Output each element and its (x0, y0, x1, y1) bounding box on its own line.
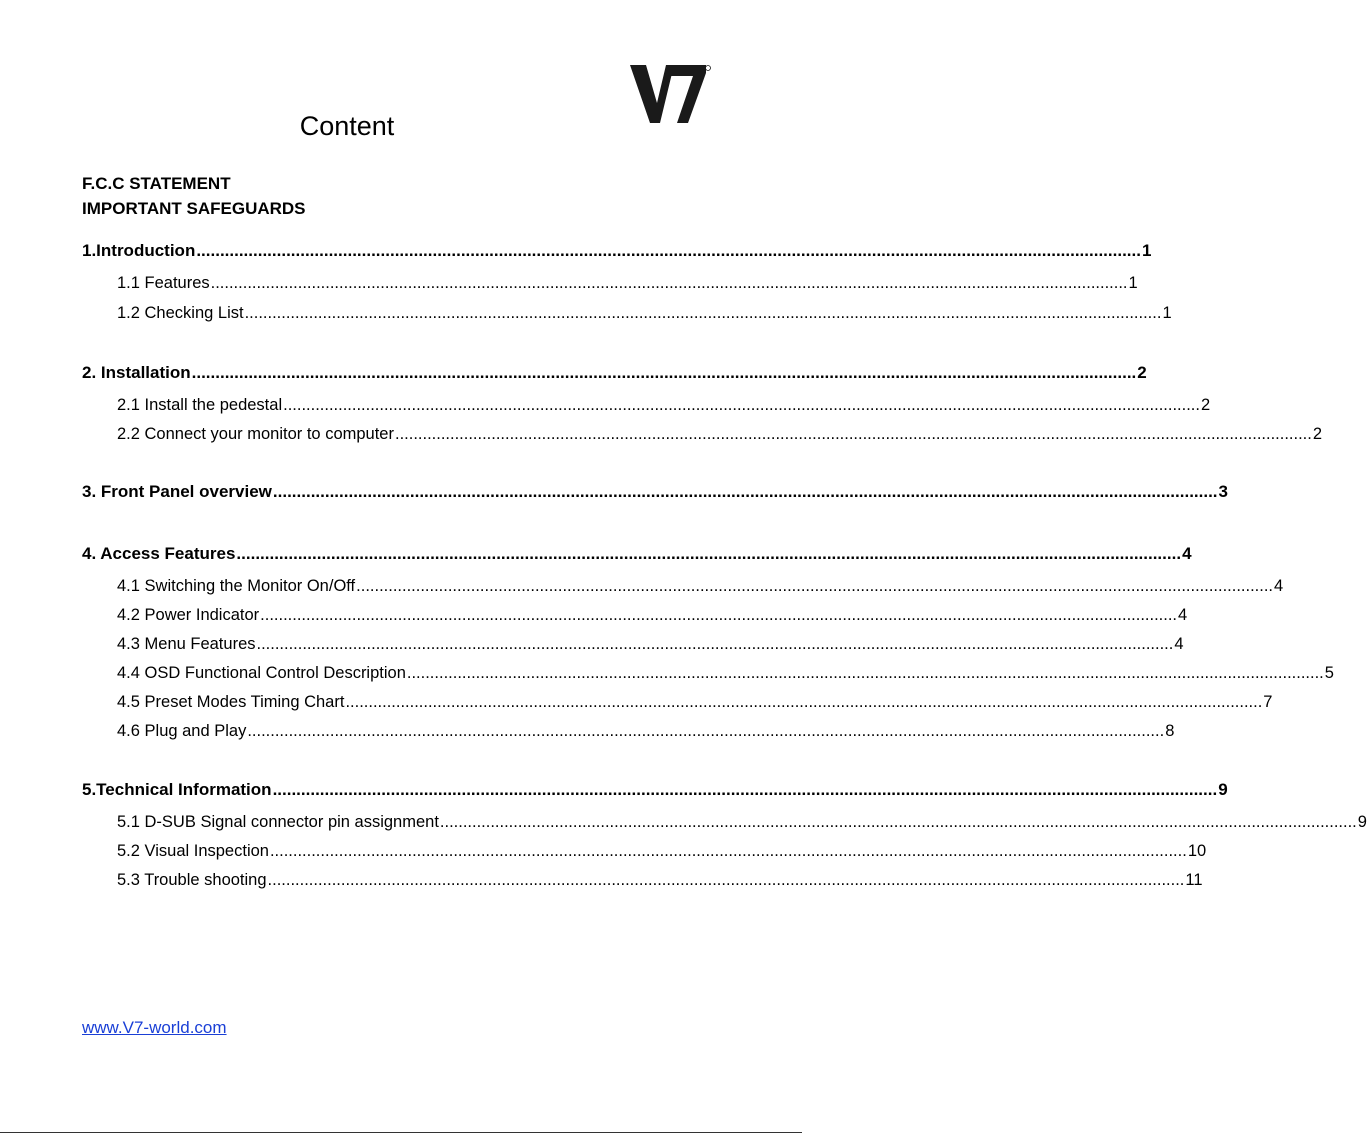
toc-page: 1 (1162, 304, 1172, 322)
toc-page: 2 (1312, 425, 1323, 443)
preface-fcc-statement: F.C.C STATEMENT (82, 174, 231, 193)
toc-label: 2.2 Connect your monitor to computer (117, 425, 394, 443)
toc-page: 4 (1274, 577, 1284, 595)
toc-leader: ........................................................................................................................................................................................................ (196, 241, 1141, 260)
toc-item-visual-inspection[interactable] (117, 841, 1207, 861)
preface-important-safeguards: IMPORTANT SAFEGUARDS (82, 199, 306, 218)
toc-label: 2. Installation (82, 363, 191, 382)
toc-leader: ........................................................................................................................................................................................................ (260, 606, 1178, 624)
toc-page: 9 (1357, 813, 1367, 831)
toc-page: 4 (1178, 606, 1188, 624)
toc-label: 1.2 Checking List (117, 304, 244, 322)
toc-label: 4.2 Power Indicator (117, 606, 260, 624)
toc-section-installation[interactable] (82, 363, 1147, 383)
toc-page: 2 (1137, 363, 1147, 382)
toc-page: 10 (1187, 842, 1207, 860)
toc-page: 4 (1182, 544, 1192, 563)
toc-leader: ........................................................................................................................................................................................................ (236, 544, 1182, 563)
toc-section-technical-information[interactable] (82, 780, 1228, 800)
toc-page: 2 (1200, 396, 1211, 414)
toc-item-osd-control[interactable] (117, 663, 1334, 683)
toc-section-introduction[interactable] (82, 241, 1152, 261)
toc-page: 4 (1174, 635, 1184, 653)
toc-page: 9 (1218, 780, 1228, 799)
toc-leader: ........................................................................................................................................................................................................ (267, 871, 1185, 889)
toc-leader: ........................................................................................................................................................................................................ (272, 482, 1218, 501)
toc-leader: ........................................................................................................................................................................................................ (269, 842, 1187, 860)
toc-label: 5.3 Trouble shooting (117, 871, 267, 889)
toc-section-front-panel[interactable] (82, 482, 1229, 502)
toc-label: 2.1 Install the pedestal (117, 396, 283, 414)
toc-item-dsub-connector[interactable] (117, 812, 1367, 832)
toc-page: 1 (1141, 241, 1152, 260)
toc-item-switching-monitor[interactable] (117, 576, 1284, 596)
toc-label: 1.Introduction (82, 241, 196, 260)
toc-label: 4.5 Preset Modes Timing Chart (117, 693, 345, 711)
toc-leader: ........................................................................................................................................................................................................ (394, 425, 1312, 443)
toc-item-power-indicator[interactable] (117, 605, 1188, 625)
toc-leader: ........................................................................................................................................................................................................ (191, 363, 1137, 382)
toc-label: 3. Front Panel overview (82, 482, 272, 501)
toc-label: 5.1 D-SUB Signal connector pin assignment (117, 813, 439, 831)
website-link[interactable]: www.V7-world.com (82, 1018, 227, 1037)
toc-leader: ........................................................................................................................................................................................................ (247, 722, 1165, 740)
toc-page: 3 (1218, 482, 1229, 501)
toc-leader: ........................................................................................................................................................................................................ (356, 577, 1274, 595)
toc-leader: ........................................................................................................................................................................................................ (272, 780, 1218, 799)
toc-leader: ........................................................................................................................................................................................................ (244, 304, 1162, 322)
toc-page: 1 (1128, 274, 1138, 292)
toc-page: 7 (1263, 693, 1273, 711)
toc-item-trouble-shooting[interactable] (117, 870, 1203, 890)
toc-label: 1.1 Features (117, 274, 210, 292)
toc-label: 5.2 Visual Inspection (117, 842, 269, 860)
toc-leader: ........................................................................................................................................................................................................ (406, 664, 1324, 682)
toc-page: 8 (1165, 722, 1175, 740)
toc-leader: ........................................................................................................................................................................................................ (345, 693, 1263, 711)
page-bottom-edge (0, 1132, 802, 1133)
toc-label: 4.3 Menu Features (117, 635, 256, 653)
toc-page: 5 (1324, 664, 1334, 682)
toc-label: 4. Access Features (82, 544, 236, 563)
toc-section-access-features[interactable] (82, 544, 1192, 564)
toc-item-connect-monitor[interactable] (117, 424, 1323, 444)
toc-item-checking-list[interactable] (117, 303, 1172, 323)
toc-item-install-pedestal[interactable] (117, 395, 1211, 415)
toc-item-menu-features[interactable] (117, 634, 1184, 654)
toc-item-preset-modes[interactable] (117, 692, 1273, 712)
toc-leader: ........................................................................................................................................................................................................ (283, 396, 1200, 414)
toc-label: 5.Technical Information (82, 780, 272, 799)
toc-leader: ........................................................................................................................................................................................................ (439, 813, 1357, 831)
toc-leader: ........................................................................................................................................................................................................ (210, 274, 1128, 292)
toc-label: 4.4 OSD Functional Control Description (117, 664, 406, 682)
toc-label: 4.1 Switching the Monitor On/Off (117, 577, 356, 595)
toc-item-features[interactable] (117, 273, 1138, 293)
toc-page: 11 (1185, 871, 1203, 889)
toc-leader: ........................................................................................................................................................................................................ (256, 635, 1174, 653)
page-title: Content (299, 111, 395, 141)
toc-label: 4.6 Plug and Play (117, 722, 247, 740)
toc-item-plug-and-play[interactable] (117, 721, 1175, 741)
